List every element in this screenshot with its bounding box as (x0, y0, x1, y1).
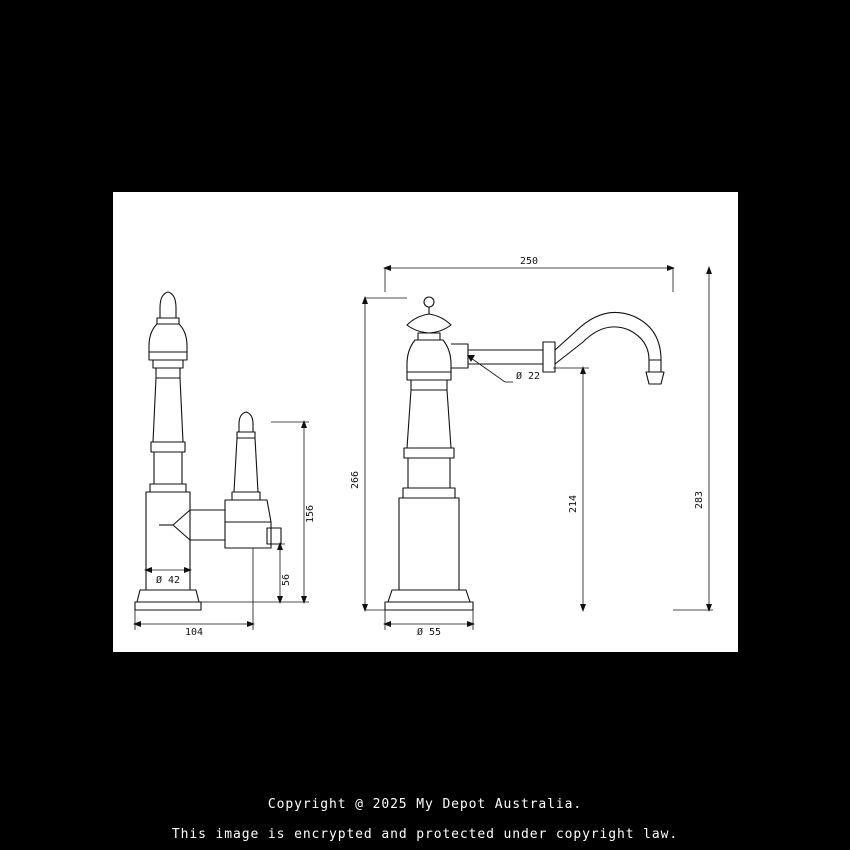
label-diameter-42: Ø 42 (155, 575, 181, 586)
copyright-line-2: This image is encrypted and protected under copyright law. (171, 827, 679, 842)
technical-drawing (113, 192, 738, 652)
technical-drawing-panel (113, 192, 738, 652)
label-214: 214 (568, 494, 579, 514)
side-view-dimension-labels (156, 505, 316, 638)
label-266: 266 (350, 470, 361, 490)
label-diameter-22: Ø 22 (516, 371, 541, 382)
label-diameter-55: Ø 55 (416, 627, 442, 638)
label-283: 283 (694, 490, 705, 510)
label-250: 250 (519, 256, 539, 267)
copyright-notice (0, 790, 850, 850)
front-view-tap (385, 297, 664, 610)
side-view-tap (135, 292, 281, 610)
copyright-line-1: Copyright @ 2025 My Depot Australia. (267, 797, 583, 812)
label-56: 56 (281, 573, 292, 587)
label-156: 156 (305, 504, 316, 524)
front-view-dimension-labels (350, 256, 705, 638)
label-104: 104 (184, 627, 204, 638)
